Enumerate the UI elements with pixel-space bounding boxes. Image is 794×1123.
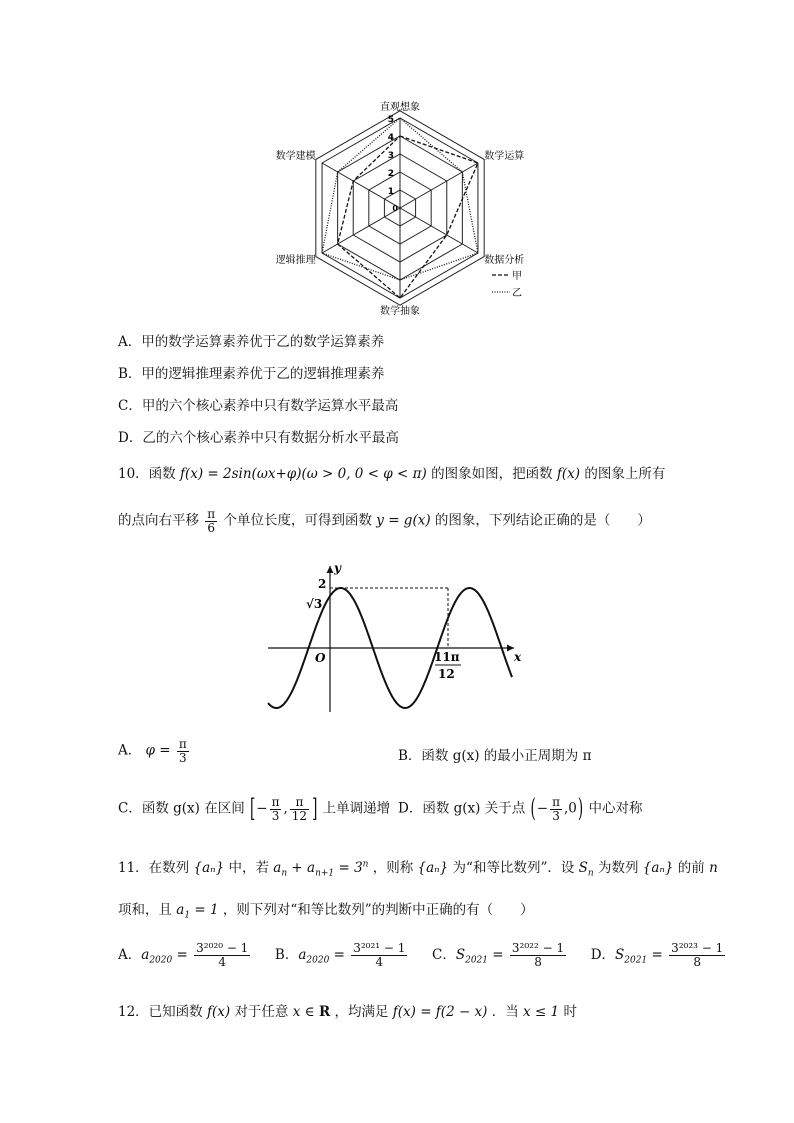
y-peak-label: 2 bbox=[318, 577, 327, 591]
q10-option-d: D．函数 g(x) 关于点 (− $\frac{\pi}{3}$ ,0) 中心对称 bbox=[398, 793, 643, 824]
q10-option-c: C．函数 g(x) 在区间 [− $\frac{\pi}{3}$ , $\frac{\pi}{12}$ ] 上单调递增 bbox=[118, 793, 391, 824]
x-tick-denominator: 12 bbox=[438, 667, 455, 681]
legend-yi: 乙 bbox=[512, 288, 522, 299]
radar-chart bbox=[260, 96, 550, 316]
radar-legend bbox=[492, 270, 522, 299]
q10-text: 个单位长度，可得到函数 bbox=[223, 512, 372, 529]
q10-option-b: B．函数 g(x) 的最小正周期为 π bbox=[398, 748, 592, 764]
radar-tick-4: 4 bbox=[387, 133, 394, 143]
radar-axis-label-2: 数据分析 bbox=[484, 255, 525, 266]
q10-stem-line1 bbox=[118, 462, 665, 482]
q9-option-d: D．乙的六个核心素养中只有数据分析水平最高 bbox=[118, 430, 399, 446]
origin-label: O bbox=[315, 651, 326, 665]
q11-options bbox=[118, 942, 727, 968]
radar-tick-3: 3 bbox=[387, 151, 394, 161]
q10-function: y = g(x) bbox=[376, 512, 431, 529]
radar-tick-5: 5 bbox=[387, 115, 394, 125]
q12-stem: 12．已知函数 f(x) 对于任意 x ∈ R ，均满足 f(x) = f(2 − x) ．当 x ≤ 1 时 bbox=[118, 1004, 577, 1020]
q10-option-a: A． φ = $\frac{\pi}{3}$ bbox=[118, 737, 187, 765]
fraction-pi-6: $\frac{\pi}{6}$ bbox=[207, 507, 216, 535]
q10-text: 的图象如图，把函数 bbox=[431, 466, 553, 482]
q11-option-b: B．$a_{2020}$ = $\frac{\text{3²⁰²¹ − 1}}{4}$ bbox=[274, 941, 406, 969]
radar-axis-label-5: 数学建模 bbox=[275, 151, 316, 162]
x-axis-label: x bbox=[514, 650, 522, 664]
q9-option-b: B．甲的逻辑推理素养优于乙的逻辑推理素养 bbox=[118, 366, 385, 382]
radar-tick-2: 2 bbox=[387, 169, 394, 179]
q10-stem-line2 bbox=[118, 508, 651, 534]
radar-axis-label-3: 数学抽象 bbox=[380, 306, 420, 316]
q9-option-a: A．甲的数学运算素养优于乙的数学运算素养 bbox=[118, 334, 385, 350]
q10-text: 的图象，下列结论正确的是（ ） bbox=[434, 512, 651, 529]
radar-tick-1: 1 bbox=[387, 187, 394, 197]
q11-stem-line1: 11．在数列 {aₙ} 中，若 $a_n + a_{n+1} = 3^n$ ，则称 {aₙ} 为“和等比数列”．设 $S_n$ 为数列 {aₙ} 的前 n bbox=[118, 859, 718, 879]
radar-spoke-4 bbox=[322, 208, 400, 253]
q11-option-c: C．$S_{2021}$ = $\frac{\text{3²⁰²² − 1}}{8}$ bbox=[432, 941, 565, 969]
q11-stem-line2: 项和，且 $a_1 = 1$ ，则下列对“和等比数列”的判断中正确的有（ ） bbox=[118, 902, 534, 921]
radar-tick-0: 0 bbox=[392, 204, 398, 213]
legend-jia: 甲 bbox=[512, 271, 522, 282]
radar-spoke-1 bbox=[400, 163, 478, 208]
radar-axis-label-4: 逻辑推理 bbox=[275, 255, 316, 266]
radar-grid bbox=[316, 111, 484, 305]
y-sqrt3-label: √3 bbox=[306, 597, 323, 611]
sine-graph bbox=[262, 560, 532, 720]
x-tick-numerator: 11π bbox=[434, 650, 460, 664]
q11-option-a: A．$a_{2020}$ = $\frac{\text{3²⁰²⁰ − 1}}{4}$ bbox=[118, 941, 249, 969]
q10-function: f(x) = 2sin(ωx+φ)(ω > 0, 0 < φ < π) bbox=[179, 466, 427, 482]
q9-option-c: C．甲的六个核心素养中只有数学运算水平最高 bbox=[118, 398, 399, 414]
q10-function: f(x) bbox=[556, 466, 581, 482]
y-axis-label: y bbox=[334, 561, 341, 575]
radar-axis-label-1: 数学运算 bbox=[484, 151, 525, 162]
radar-axis-label-0: 直观想象 bbox=[380, 102, 420, 113]
q11-option-d: D．$S_{2021}$ = $\frac{\text{3²⁰²³ − 1}}{8}$ bbox=[590, 941, 724, 969]
q10-text: 10．函数 bbox=[118, 466, 176, 482]
q10-text: 的图象上所有 bbox=[584, 466, 666, 482]
q10-text: 的点向右平移 bbox=[118, 512, 199, 529]
